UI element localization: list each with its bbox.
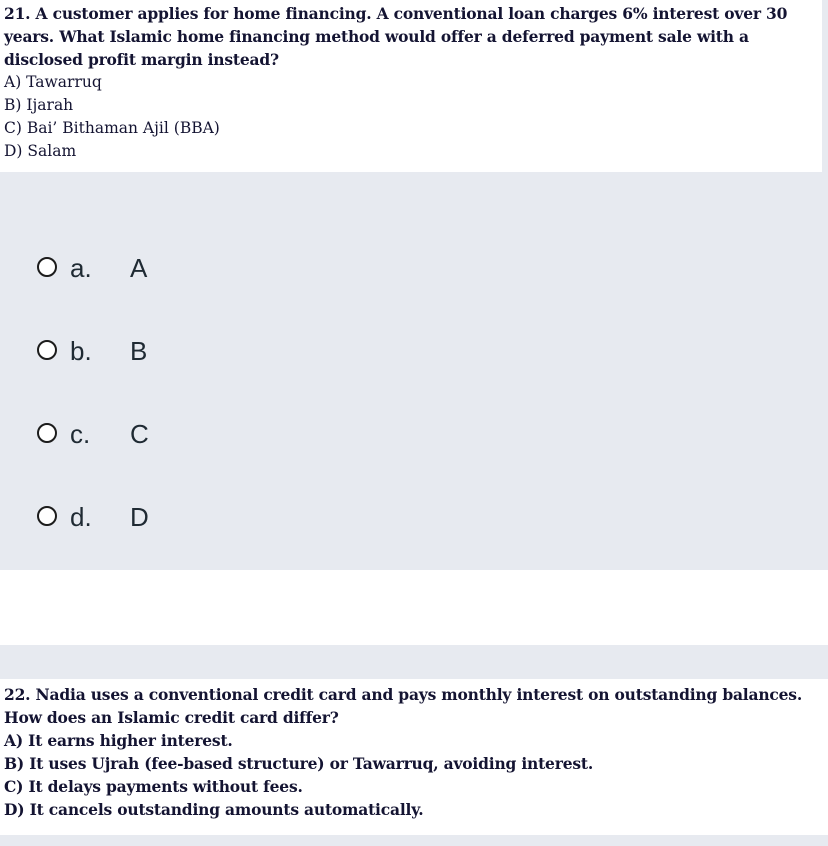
- answer-letter: d.: [70, 502, 92, 532]
- answer-letter: a.: [70, 253, 92, 283]
- choice-text-c: C) It delays payments without fees.: [4, 777, 303, 796]
- radio-button-c[interactable]: [37, 423, 57, 443]
- question-text-line: years. What Islamic home financing method would offer a deferred payment sale with a: [4, 27, 749, 46]
- radio-button-b[interactable]: [37, 340, 57, 360]
- choice-text-b: B) It uses Ujrah (fee-based structure) or Tawarruq, avoiding interest.: [4, 754, 594, 773]
- answer-label[interactable]: A: [130, 253, 148, 283]
- answer-option-a[interactable]: [36, 236, 149, 319]
- question-21-text: [0, 0, 822, 172]
- choice-text-d: D) It cancels outstanding amounts automatically.: [4, 800, 424, 819]
- answer-letter: c.: [70, 419, 91, 449]
- answer-option-c[interactable]: [36, 402, 149, 485]
- answer-option-d[interactable]: [36, 485, 149, 568]
- question-text-line: 21. A customer applies for home financing. A conventional loan charges 6% interest over 30: [4, 4, 788, 23]
- radio-button-d[interactable]: [37, 506, 57, 526]
- choice-text-a: A) It earns higher interest.: [4, 731, 233, 750]
- question-22-card: [0, 645, 828, 846]
- radio-button-a[interactable]: [37, 257, 57, 277]
- question-22-text: [0, 679, 828, 835]
- answer-label[interactable]: C: [130, 419, 149, 449]
- choice-text-a: A) Tawarruq: [4, 73, 102, 91]
- question-text-line: 22. Nadia uses a conventional credit card and pays monthly interest on outstanding balances.: [4, 685, 803, 704]
- answer-label[interactable]: D: [130, 502, 149, 532]
- answer-option-b[interactable]: [36, 319, 149, 402]
- choice-text-c: C) Bai’ Bithaman Ajil (BBA): [4, 119, 220, 137]
- choice-text-d: D) Salam: [4, 142, 77, 160]
- answer-label[interactable]: B: [130, 336, 148, 366]
- answer-letter: b.: [70, 336, 92, 366]
- choice-text-b: B) Ijarah: [4, 96, 74, 114]
- answer-options: [36, 236, 149, 568]
- question-text-line: How does an Islamic credit card differ?: [4, 708, 339, 727]
- question-text-line: disclosed profit margin instead?: [4, 50, 279, 69]
- section-divider: [0, 570, 828, 645]
